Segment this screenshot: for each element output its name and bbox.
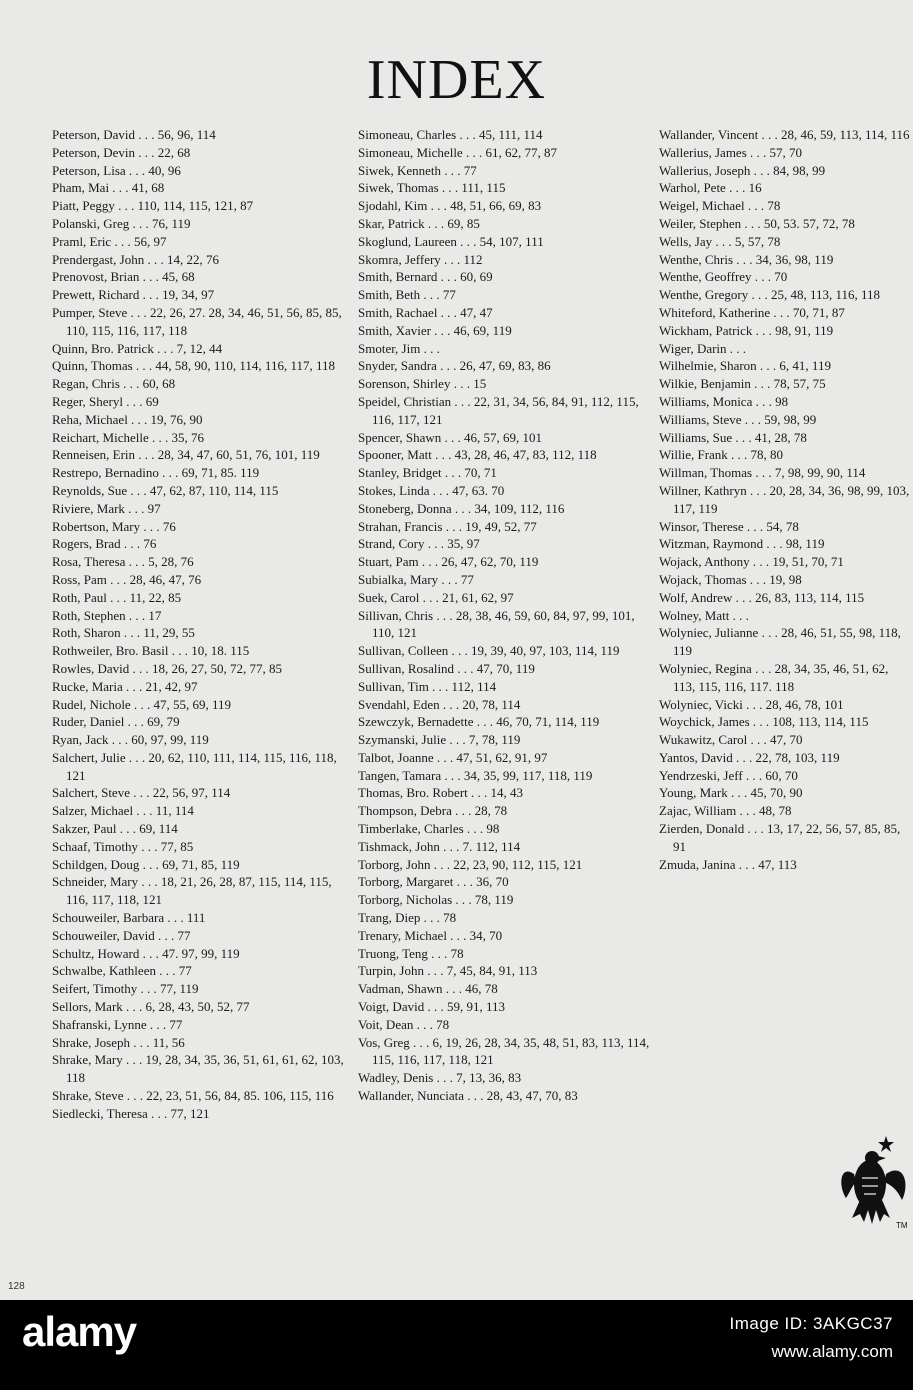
index-entry: Renneisen, Erin . . . 28, 34, 47, 60, 51, 76, 101, 119 xyxy=(52,447,320,463)
index-entry: Spooner, Matt . . . 43, 28, 46, 47, 83, 112, 118 xyxy=(358,447,597,463)
index-entry: Wojack, Thomas . . . 19, 98 xyxy=(659,571,802,587)
index-entry: Stanley, Bridget . . . 70, 71 xyxy=(358,465,497,481)
index-entry: Wadley, Denis . . . 7, 13, 36, 83 xyxy=(358,1070,522,1086)
index-entry: Skomra, Jeffery . . . 112 xyxy=(358,251,483,267)
index-entry: Quinn, Thomas . . . 44, 58, 90, 110, 114, 116, 117, 118 xyxy=(52,358,335,374)
index-entry: Willner, Kathryn . . . 20, 28, 34, 36, 98, 99, 103, 117, 119 xyxy=(659,482,910,516)
index-entry: Polanski, Greg . . . 76, 119 xyxy=(52,215,191,231)
index-entry: Wenthe, Geoffrey . . . 70 xyxy=(659,269,788,285)
index-entry: Peterson, Lisa . . . 40, 96 xyxy=(52,162,181,178)
index-entry: Schouweiler, Barbara . . . 111 xyxy=(52,910,206,926)
index-entry: Zierden, Donald . . . 13, 17, 22, 56, 57, 85, 85, 91 xyxy=(659,821,901,854)
index-entry: Winsor, Therese . . . 54, 78 xyxy=(659,518,799,534)
index-entry: Woychick, James . . . 108, 113, 114, 115 xyxy=(659,714,869,730)
index-entry: Wallander, Nunciata . . . 28, 43, 47, 70, 83 xyxy=(358,1088,578,1104)
index-entry: Sakzer, Paul . . . 69, 114 xyxy=(52,821,178,837)
index-entry: Wallerius, Joseph . . . 84, 98, 99 xyxy=(659,162,826,178)
index-entry: Siedlecki, Theresa . . . 77, 121 xyxy=(52,1105,210,1121)
index-entry: Sellors, Mark . . . 6, 28, 43, 50, 52, 77 xyxy=(52,999,250,1015)
index-entry: Regan, Chris . . . 60, 68 xyxy=(52,376,176,392)
index-entry: Trenary, Michael . . . 34, 70 xyxy=(358,927,503,943)
index-entry: Salchert, Julie . . . 20, 62, 110, 111, 114, 115, 116, 118, 121 xyxy=(52,749,337,783)
index-entry: Peterson, Devin . . . 22, 68 xyxy=(52,144,191,160)
index-entry: Tishmack, John . . . 7. 112, 114 xyxy=(358,838,521,854)
index-entry: Roth, Stephen . . . 17 xyxy=(52,607,162,623)
index-entry: Stoneberg, Donna . . . 34, 109, 112, 116 xyxy=(358,500,565,516)
page-number: 128 xyxy=(8,1281,25,1292)
index-entry: Salzer, Michael . . . 11, 114 xyxy=(52,803,194,819)
index-entry: Simoneau, Charles . . . 45, 111, 114 xyxy=(358,127,543,142)
index-entry: Weigel, Michael . . . 78 xyxy=(659,198,781,214)
index-entry: Ruder, Daniel . . . 69, 79 xyxy=(52,714,180,730)
index-entry: Rogers, Brad . . . 76 xyxy=(52,536,157,552)
index-entry: Ross, Pam . . . 28, 46, 47, 76 xyxy=(52,571,202,587)
index-entry: Williams, Monica . . . 98 xyxy=(659,393,789,409)
index-entry: Praml, Eric . . . 56, 97 xyxy=(52,233,167,249)
index-entry: Yantos, David . . . 22, 78, 103, 119 xyxy=(659,749,840,765)
index-entry: Wickham, Patrick . . . 98, 91, 119 xyxy=(659,322,834,338)
index-entry: Stokes, Linda . . . 47, 63. 70 xyxy=(358,482,505,498)
index-entry: Young, Mark . . . 45, 70, 90 xyxy=(659,785,803,801)
index-entry: Wolyniec, Julianne . . . 28, 46, 51, 55, 98, 118, 119 xyxy=(659,625,901,659)
index-entry: Trang, Diep . . . 78 xyxy=(358,910,457,926)
index-entry: Quinn, Bro. Patrick . . . 7, 12, 44 xyxy=(52,340,223,356)
index-entry: Shafranski, Lynne . . . 77 xyxy=(52,1016,183,1032)
index-entry: Szewczyk, Bernadette . . . 46, 70, 71, 114, 119 xyxy=(358,714,600,730)
index-entry: Shrake, Steve . . . 22, 23, 51, 56, 84, 85. 106, 115, 116 xyxy=(52,1088,334,1104)
index-entry: Sjodahl, Kim . . . 48, 51, 66, 69, 83 xyxy=(358,198,542,214)
index-entry: Smith, Xavier . . . 46, 69, 119 xyxy=(358,322,512,338)
index-column-3 xyxy=(659,126,913,873)
index-entry: Smoter, Jim . . . xyxy=(358,340,440,356)
index-column-1 xyxy=(52,126,348,1123)
index-entry: Shrake, Mary . . . 19, 28, 34, 35, 36, 51, 61, 61, 62, 103, 118 xyxy=(52,1052,344,1086)
index-entry: Thomas, Bro. Robert . . . 14, 43 xyxy=(358,785,524,801)
index-entry: Voit, Dean . . . 78 xyxy=(358,1016,450,1032)
index-entry: Zmuda, Janina . . . 47, 113 xyxy=(659,856,797,872)
index-entry: Prewett, Richard . . . 19, 34, 97 xyxy=(52,287,215,303)
index-entry: Simoneau, Michelle . . . 61, 62, 77, 87 xyxy=(358,144,557,160)
index-entry: Reha, Michael . . . 19, 76, 90 xyxy=(52,411,203,427)
index-entry: Wolf, Andrew . . . 26, 83, 113, 114, 115 xyxy=(659,589,865,605)
index-entry: Rothweiler, Bro. Basil . . . 10, 18. 115 xyxy=(52,643,250,659)
index-entry: Rowles, David . . . 18, 26, 27, 50, 72, 77, 85 xyxy=(52,660,283,676)
index-entry: Smith, Beth . . . 77 xyxy=(358,287,456,303)
index-entry: Wolney, Matt . . . xyxy=(659,607,749,623)
index-entry: Seifert, Timothy . . . 77, 119 xyxy=(52,981,199,997)
index-entry: Willie, Frank . . . 78, 80 xyxy=(659,447,784,463)
index-entry: Piatt, Peggy . . . 110, 114, 115, 121, 87 xyxy=(52,198,254,214)
index-entry: Torborg, John . . . 22, 23, 90, 112, 115, 121 xyxy=(358,856,583,872)
index-entry: Svendahl, Eden . . . 20, 78, 114 xyxy=(358,696,521,712)
index-entry: Pham, Mai . . . 41, 68 xyxy=(52,180,165,196)
index-entry: Salchert, Steve . . . 22, 56, 97, 114 xyxy=(52,785,231,801)
index-entry: Wallander, Vincent . . . 28, 46, 59, 113, 114, 116 xyxy=(659,127,910,142)
index-entry: Whiteford, Katherine . . . 70, 71, 87 xyxy=(659,304,845,320)
index-entry: Truong, Teng . . . 78 xyxy=(358,945,464,961)
footer-info xyxy=(730,1314,893,1362)
index-entry: Wojack, Anthony . . . 19, 51, 70, 71 xyxy=(659,554,844,570)
footer-url: www.alamy.com xyxy=(771,1342,893,1361)
index-entry: Strahan, Francis . . . 19, 49, 52, 77 xyxy=(358,518,537,534)
index-entry: Prenovost, Brian . . . 45, 68 xyxy=(52,269,195,285)
index-entry: Willman, Thomas . . . 7, 98, 99, 90, 114 xyxy=(659,465,866,481)
index-entry: Schneider, Mary . . . 18, 21, 26, 28, 87, 115, 114, 115, 116, 117, 118, 121 xyxy=(52,874,332,908)
index-entry: Yendrzeski, Jeff . . . 60, 70 xyxy=(659,767,798,783)
image-id: Image ID: 3AKGC37 xyxy=(729,1314,893,1333)
index-entry: Strand, Cory . . . 35, 97 xyxy=(358,536,480,552)
watermark-footer xyxy=(0,1300,913,1390)
index-entry: Shrake, Joseph . . . 11, 56 xyxy=(52,1034,185,1050)
index-entry: Skoglund, Laureen . . . 54, 107, 111 xyxy=(358,233,544,249)
index-entry: Spencer, Shawn . . . 46, 57, 69, 101 xyxy=(358,429,542,445)
alamy-logo: alamy xyxy=(22,1308,137,1355)
index-entry: Warhol, Pete . . . 16 xyxy=(659,180,762,196)
index-entry: Rosa, Theresa . . . 5, 28, 76 xyxy=(52,554,194,570)
index-entry: Witzman, Raymond . . . 98, 119 xyxy=(659,536,825,552)
index-entry: Sillivan, Chris . . . 28, 38, 46, 59, 60, 84, 97, 99, 101, 110, 121 xyxy=(358,607,635,641)
index-entry: Schouweiler, David . . . 77 xyxy=(52,927,191,943)
index-entry: Sullivan, Colleen . . . 19, 39, 40, 97, 103, 114, 119 xyxy=(358,643,620,659)
index-entry: Skar, Patrick . . . 69, 85 xyxy=(358,215,480,231)
index-entry: Rudel, Nichole . . . 47, 55, 69, 119 xyxy=(52,696,231,712)
index-entry: Schildgen, Doug . . . 69, 71, 85, 119 xyxy=(52,856,240,872)
index-entry: Pumper, Steve . . . 22, 26, 27. 28, 34, 46, 51, 56, 85, 85, 110, 115, 116, 117, 118 xyxy=(52,304,342,338)
index-entry: Torborg, Margaret . . . 36, 70 xyxy=(358,874,509,890)
index-entry: Siwek, Thomas . . . 111, 115 xyxy=(358,180,506,196)
index-entry: Wallerius, James . . . 57, 70 xyxy=(659,144,803,160)
index-entry: Smith, Bernard . . . 60, 69 xyxy=(358,269,493,285)
index-entry: Sullivan, Rosalind . . . 47, 70, 119 xyxy=(358,660,535,676)
index-entry: Wilhelmie, Sharon . . . 6, 41, 119 xyxy=(659,358,831,374)
index-entry: Szymanski, Julie . . . 7, 78, 119 xyxy=(358,732,521,748)
index-entry: Vadman, Shawn . . . 46, 78 xyxy=(358,981,498,997)
eagle-emblem-icon xyxy=(838,1134,910,1230)
index-entry: Rucke, Maria . . . 21, 42, 97 xyxy=(52,678,198,694)
index-entry: Wukawitz, Carol . . . 47, 70 xyxy=(659,732,803,748)
index-entry: Schaaf, Timothy . . . 77, 85 xyxy=(52,838,194,854)
index-entry: Reynolds, Sue . . . 47, 62, 87, 110, 114, 115 xyxy=(52,482,279,498)
index-entry: Voigt, David . . . 59, 91, 113 xyxy=(358,999,505,1015)
index-entry: Wenthe, Chris . . . 34, 36, 98, 119 xyxy=(659,251,834,267)
index-entry: Smith, Rachael . . . 47, 47 xyxy=(358,304,493,320)
index-entry: Talbot, Joanne . . . 47, 51, 62, 91, 97 xyxy=(358,749,548,765)
index-entry: Roth, Sharon . . . 11, 29, 55 xyxy=(52,625,195,641)
index-entry: Timberlake, Charles . . . 98 xyxy=(358,821,500,837)
index-entry: Peterson, David . . . 56, 96, 114 xyxy=(52,127,216,142)
index-entry: Schwalbe, Kathleen . . . 77 xyxy=(52,963,192,979)
index-entry: Subialka, Mary . . . 77 xyxy=(358,571,474,587)
index-entry: Siwek, Kenneth . . . 77 xyxy=(358,162,477,178)
index-column-2 xyxy=(358,126,650,1105)
index-entry: Riviere, Mark . . . 97 xyxy=(52,500,161,516)
index-entry: Thompson, Debra . . . 28, 78 xyxy=(358,803,508,819)
trademark-mark: TM xyxy=(896,1221,908,1230)
index-entry: Reger, Sheryl . . . 69 xyxy=(52,393,159,409)
index-entry: Sorenson, Shirley . . . 15 xyxy=(358,376,487,392)
index-entry: Tangen, Tamara . . . 34, 35, 99, 117, 118, 119 xyxy=(358,767,593,783)
index-entry: Torborg, Nicholas . . . 78, 119 xyxy=(358,892,514,908)
index-entry: Schultz, Howard . . . 47. 97, 99, 119 xyxy=(52,945,240,961)
index-entry: Wells, Jay . . . 5, 57, 78 xyxy=(659,233,781,249)
index-entry: Reichart, Michelle . . . 35, 76 xyxy=(52,429,204,445)
index-entry: Stuart, Pam . . . 26, 47, 62, 70, 119 xyxy=(358,554,539,570)
index-entry: Zajac, William . . . 48, 78 xyxy=(659,803,792,819)
index-entry: Wenthe, Gregory . . . 25, 48, 113, 116, 118 xyxy=(659,287,880,303)
index-entry: Williams, Sue . . . 41, 28, 78 xyxy=(659,429,807,445)
index-entry: Speidel, Christian . . . 22, 31, 34, 56, 84, 91, 112, 115, 116, 117, 121 xyxy=(358,393,639,427)
index-entry: Wolyniec, Regina . . . 28, 34, 35, 46, 51, 62, 113, 115, 116, 117. 118 xyxy=(659,660,889,694)
index-entry: Wiger, Darin . . . xyxy=(659,340,747,356)
index-entry: Vos, Greg . . . 6, 19, 26, 28, 34, 35, 48, 51, 83, 113, 114, 115, 116, 117, 118, 121 xyxy=(358,1034,650,1068)
page-title: INDEX xyxy=(366,49,547,111)
index-entry: Ryan, Jack . . . 60, 97, 99, 119 xyxy=(52,732,209,748)
index-entry: Roth, Paul . . . 11, 22, 85 xyxy=(52,589,182,605)
index-entry: Turpin, John . . . 7, 45, 84, 91, 113 xyxy=(358,963,538,979)
index-entry: Prendergast, John . . . 14, 22, 76 xyxy=(52,251,219,267)
index-entry: Suek, Carol . . . 21, 61, 62, 97 xyxy=(358,589,514,605)
index-entry: Restrepo, Bernadino . . . 69, 71, 85. 119 xyxy=(52,465,260,481)
index-entry: Williams, Steve . . . 59, 98, 99 xyxy=(659,411,817,427)
index-entry: Snyder, Sandra . . . 26, 47, 69, 83, 86 xyxy=(358,358,551,374)
index-entry: Weiler, Stephen . . . 50, 53. 57, 72, 78 xyxy=(659,215,855,231)
index-entry: Sullivan, Tim . . . 112, 114 xyxy=(358,678,497,694)
index-entry: Robertson, Mary . . . 76 xyxy=(52,518,176,534)
index-entry: Wilkie, Benjamin . . . 78, 57, 75 xyxy=(659,376,826,392)
index-entry: Wolyniec, Vicki . . . 28, 46, 78, 101 xyxy=(659,696,844,712)
